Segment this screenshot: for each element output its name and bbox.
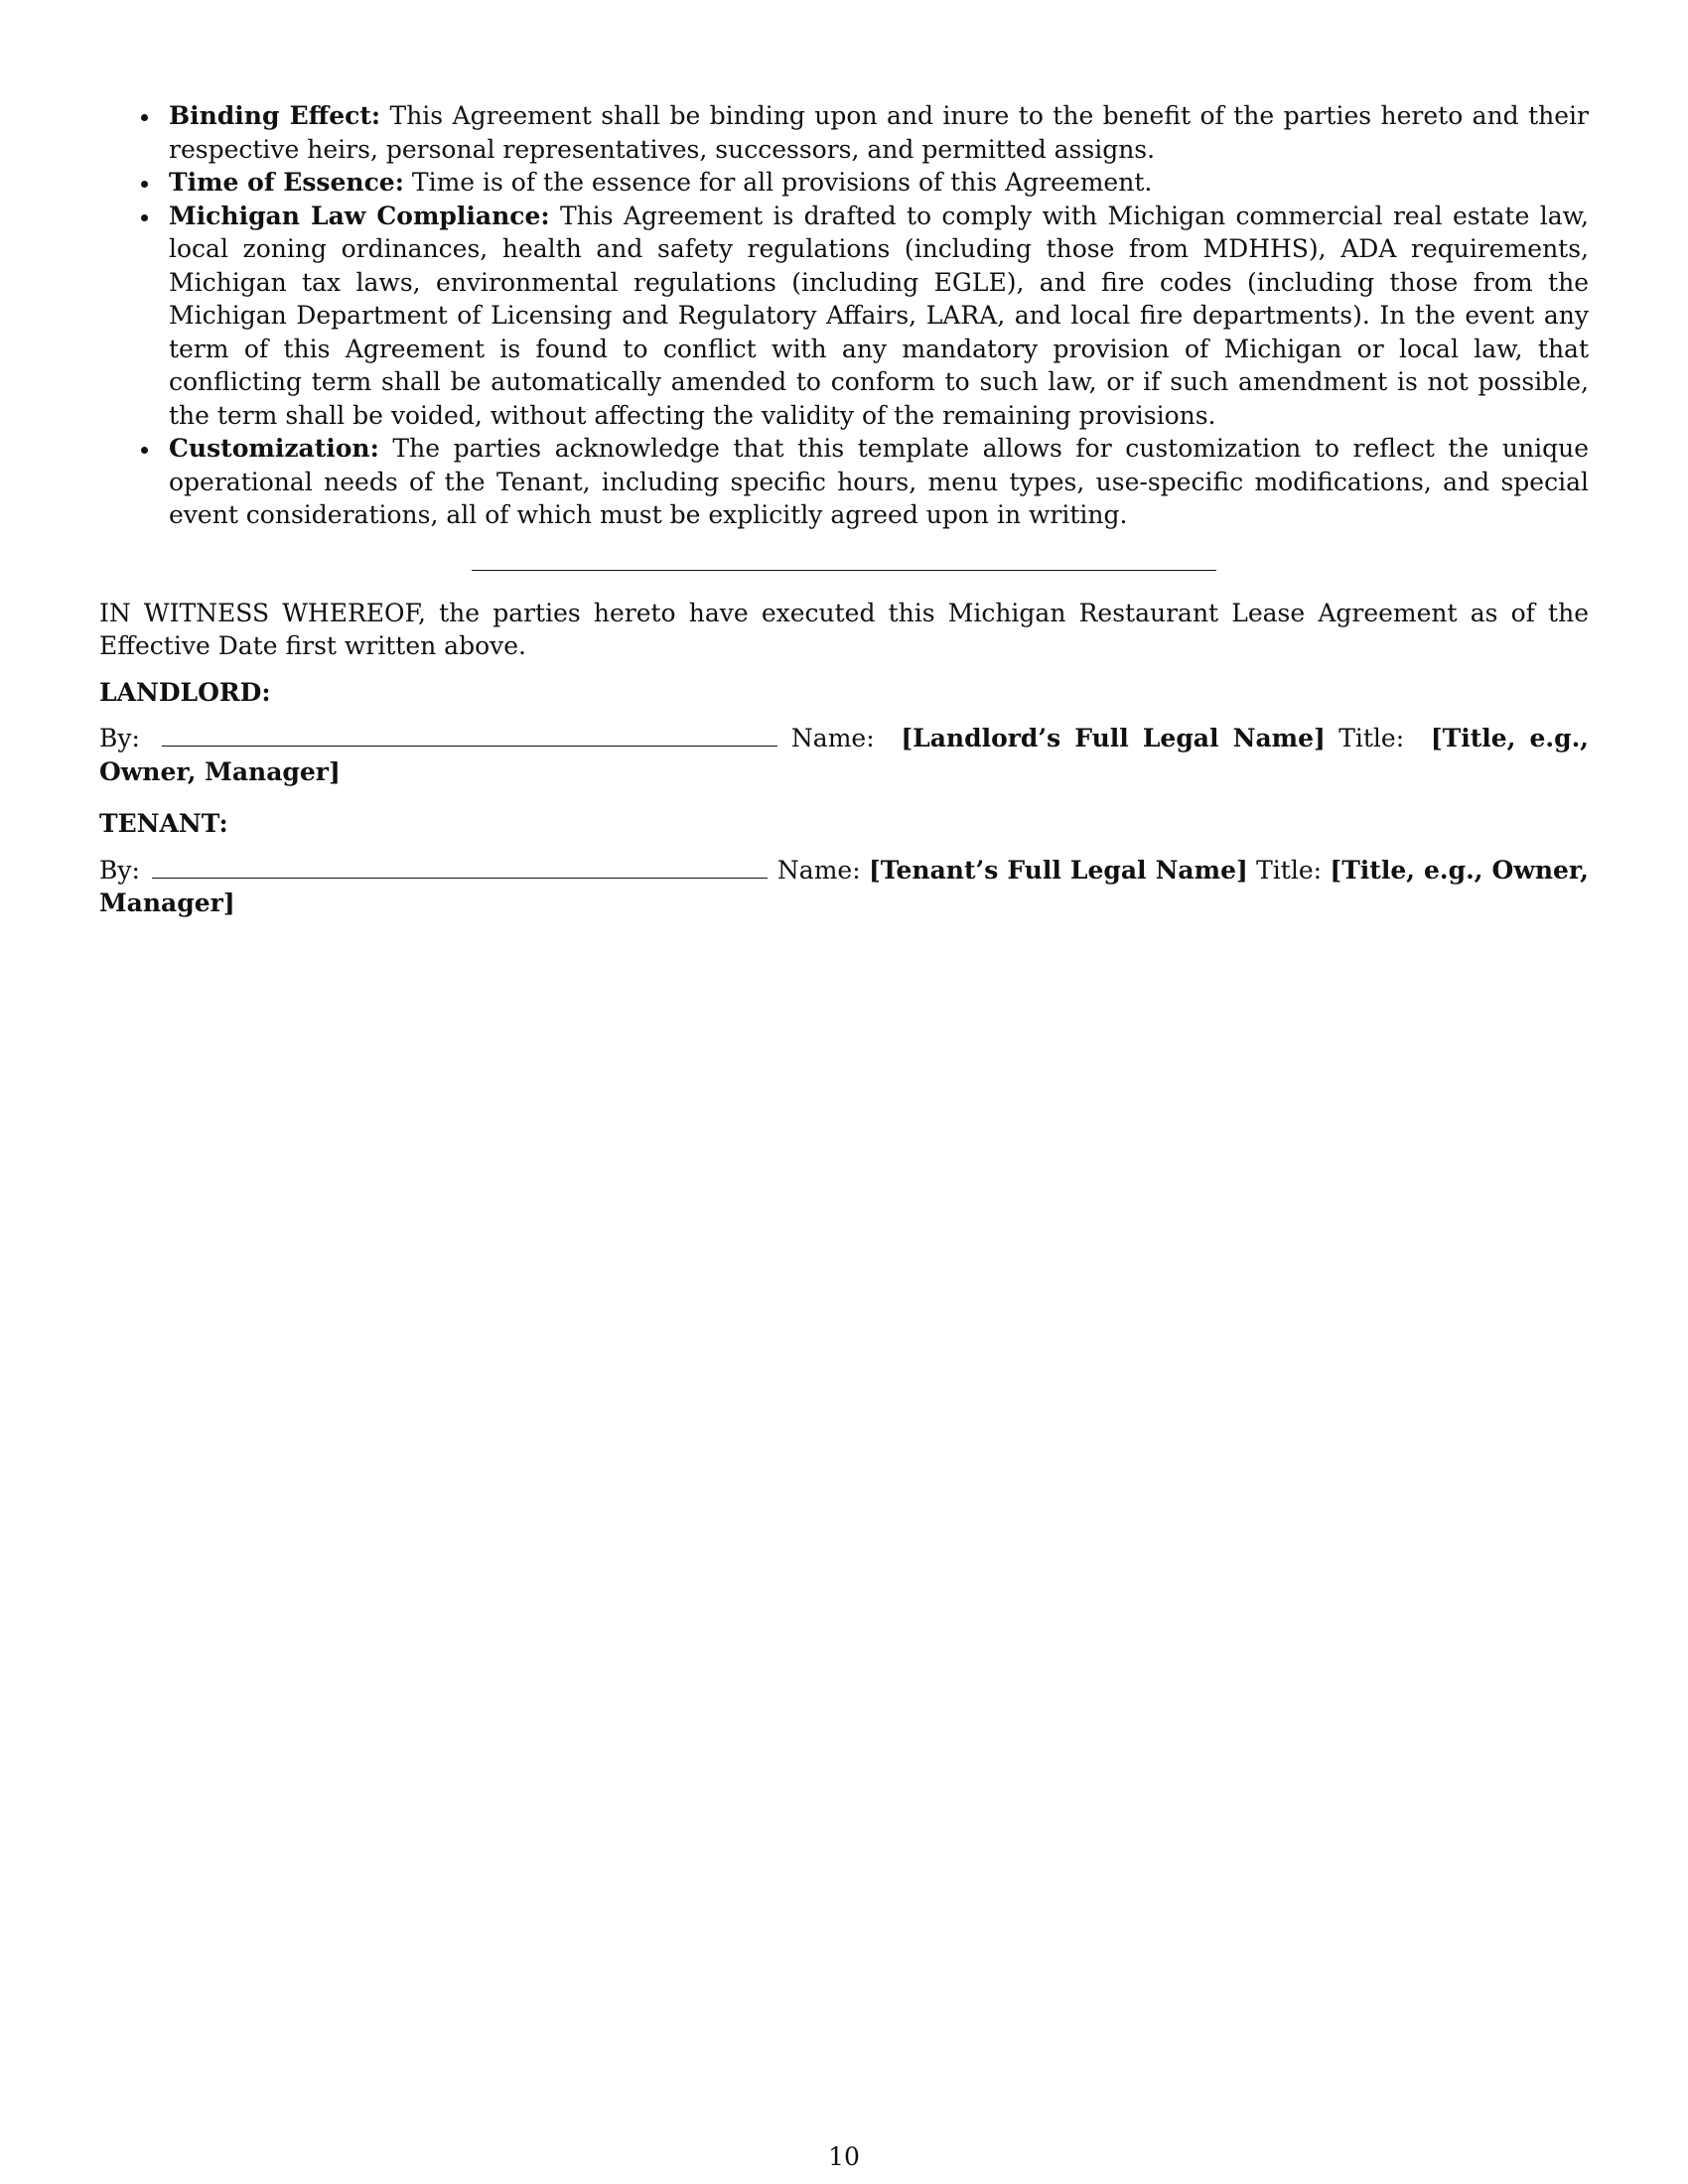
list-item xyxy=(169,99,1589,166)
by-label: By: xyxy=(99,724,140,752)
landlord-signature-block xyxy=(99,722,1589,788)
name-label: Name: xyxy=(776,855,861,885)
tenant-signature-block xyxy=(99,854,1589,920)
page-content xyxy=(99,99,1589,939)
landlord-title-placeholder: [Title, e.g., Owner, Manager] xyxy=(99,724,1589,786)
provision-text: This Agreement is drafted to comply with Michigan commercial real estate law, local zoning ordinances, health and safety regulations (including those from MDHHS), ADA requirements, Michigan tax laws, environmental regulations (including EGLE), and fire codes (including those from the Michigan Department of Licensing and Regulatory Affairs, LARA, and local fire departments). In the event any term of this Agreement is found to conflict with any mandatory provision of Michigan or local law, that conflicting term shall be automatically amended to conform to such law, or if such amendment is not possible, the term shall be voided, without affecting the validity of the remaining provisions. xyxy=(169,201,1589,430)
provision-heading: Michigan Law Compliance: xyxy=(169,201,550,230)
landlord-name-value: Landlord’s Full Legal Name xyxy=(913,724,1315,752)
provision-text: Time is of the essence for all provisions of this Agreement. xyxy=(403,168,1153,197)
tenant-title-placeholder: [Title, e.g., Owner, Manager] xyxy=(99,855,1589,917)
witness-clause: IN WITNESS WHEREOF, the parties hereto have executed this Michigan Restaurant Lease Agreement as of the Effective Date first written above. xyxy=(99,598,1589,660)
provision-heading: Binding Effect: xyxy=(169,101,381,130)
tenant-name-value: Tenant’s Full Legal Name xyxy=(880,855,1236,885)
provision-heading: Customization: xyxy=(169,434,379,463)
title-label: Title: xyxy=(1256,855,1323,885)
section-divider xyxy=(472,570,1216,571)
landlord-title-value: Title, e.g., Owner, Manager xyxy=(99,724,1589,786)
list-item xyxy=(169,200,1589,433)
provision-text: The parties acknowledge that this template allows for customization to reflect the unique operational needs of the Tenant, including specific hours, menu types, use-specific modifications, and special event considerations, all of which must be explicitly agreed upon in writing. xyxy=(169,434,1589,529)
landlord-name-placeholder: [Landlord’s Full Legal Name] xyxy=(901,724,1326,752)
tenant-heading: TENANT: xyxy=(99,809,228,838)
provision-heading: Time of Essence: xyxy=(169,168,404,197)
list-item xyxy=(169,166,1589,200)
provision-text: This Agreement shall be binding upon and inure to the benefit of the parties hereto and their respective heirs, personal representatives, successors, and permitted assigns. xyxy=(169,101,1589,164)
list-item xyxy=(169,432,1589,532)
landlord-signature-line[interactable] xyxy=(162,724,777,747)
name-label: Name: xyxy=(790,724,875,752)
page-number: 10 xyxy=(828,2142,860,2171)
landlord-heading: LANDLORD: xyxy=(99,677,271,707)
by-label: By: xyxy=(99,855,140,885)
tenant-title-value: Title, e.g., Owner, Manager xyxy=(99,855,1589,917)
title-label: Title: xyxy=(1338,724,1405,752)
provisions-list xyxy=(99,99,1589,532)
tenant-name-placeholder: [Tenant’s Full Legal Name] xyxy=(868,855,1248,885)
tenant-signature-line[interactable] xyxy=(152,856,768,879)
